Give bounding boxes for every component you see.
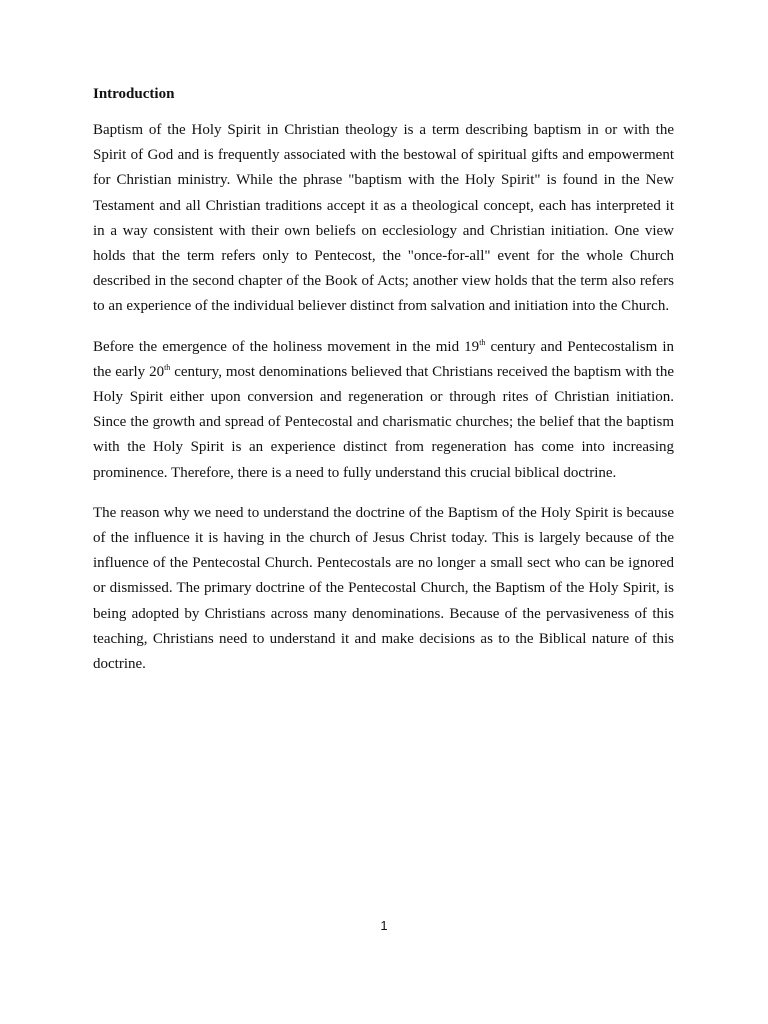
- ordinal-superscript-2: th: [164, 362, 171, 372]
- ordinal-superscript-1: th: [479, 337, 486, 347]
- document-body: [93, 84, 674, 692]
- paragraph-1: Baptism of the Holy Spirit in Christian theology is a term describing baptism in or with the Spirit of God and is frequently associated with the bestowal of spiritual gifts and empowerment for Christian ministry. While the phrase "baptism with the Holy Spirit" is found in the New Testament and all Christian traditions accept it as a theological concept, each has interpreted it in a way consistent with their own beliefs on ecclesiology and Christian initiation. One view holds that the term refers only to Pentecost, the "once-for-all" event for the whole Church described in the second chapter of the Book of Acts; another view holds that the term also refers to an experience of the individual believer distinct from salvation and initiation into the Church.: [93, 122, 674, 315]
- paragraph-3: The reason why we need to understand the doctrine of the Baptism of the Holy Spirit is because of the influence it is having in the church of Jesus Christ today. This is largely because of the influence of the Pentecostal Church. Pentecostals are no longer a small sect who can be ignored or dismissed. The primary doctrine of the Pentecostal Church, the Baptism of the Holy Spirit, is being adopted by Christians across many denominations. Because of the pervasiveness of this teaching, Christians need to understand it and make decisions as to the Biblical nature of this doctrine.: [93, 504, 674, 673]
- paragraph-2: [93, 335, 674, 486]
- paragraph-2-part-3: century, most denominations believed that Christians received the baptism with the Holy Spirit either upon conversion and regeneration or through rites of Christian initiation. Since the growth and spread of Pentecostal and charismatic churches; the belief that the baptism with the Holy Spirit is an experience distinct from regeneration has come into increasing prominence. Therefore, there is a need to fully understand this crucial biblical doctrine.: [93, 363, 674, 481]
- paragraph-2-part-2: century and Pentecostalism in the early 20: [93, 338, 675, 380]
- paragraph-2-part-1: Before the emergence of the holiness movement in the mid 19: [93, 338, 480, 355]
- section-heading: Introduction: [93, 86, 175, 102]
- page-number: 1: [380, 918, 388, 933]
